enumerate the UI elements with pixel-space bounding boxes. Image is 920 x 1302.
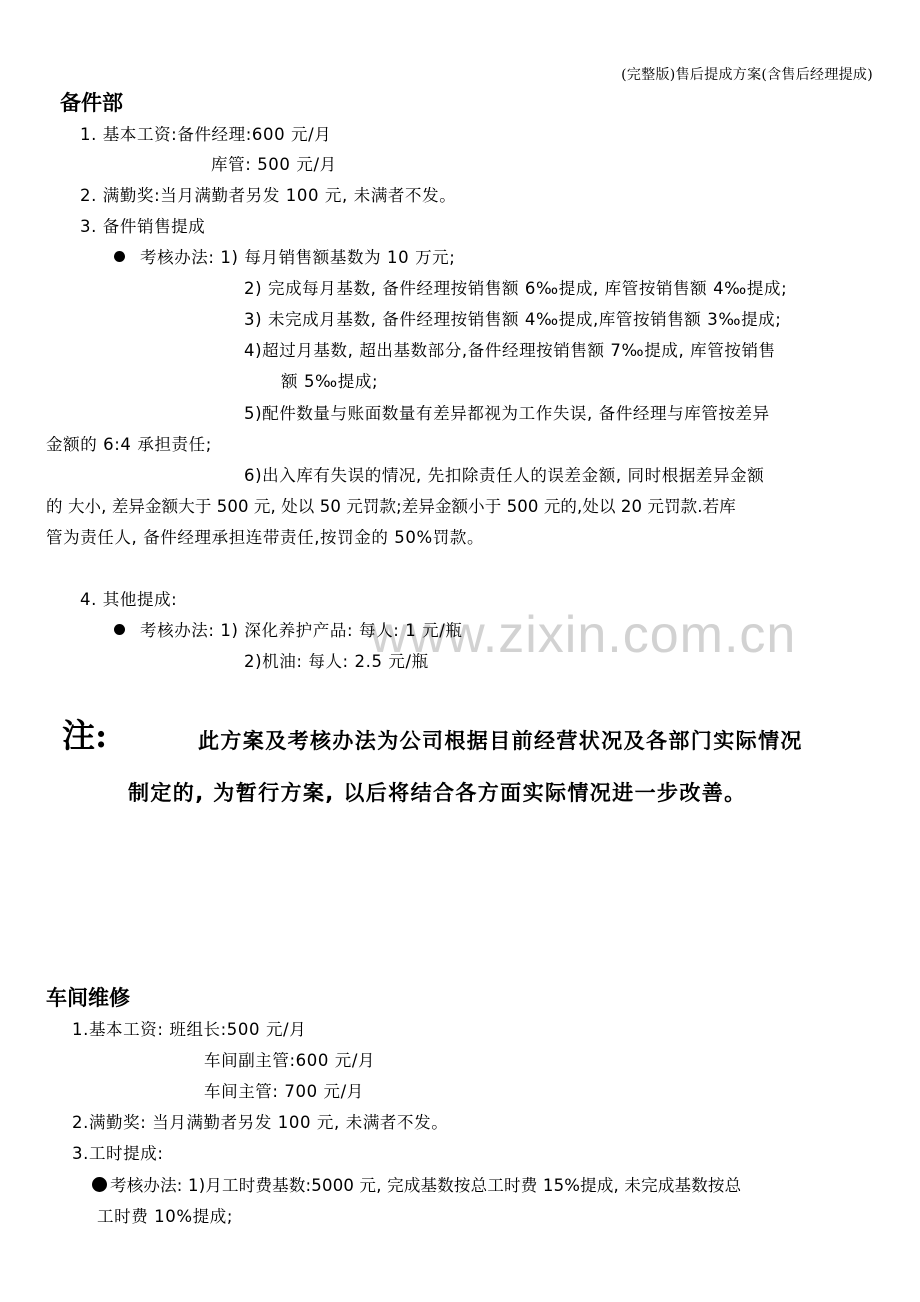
parts-assess-5a: 5)配件数量与账面数量有差异都视为工作失误, 备件经理与库管按差异 xyxy=(244,404,770,423)
watermark: www.zixin.com.cn xyxy=(370,606,797,664)
parts-item-1: 1. 基本工资:备件经理:600 元/月 xyxy=(80,125,332,144)
workshop-assess-1-text: 考核办法: 1)月工时费基数:5000 元, 完成基数按总工时费 15%提成, 未完成基数按总 xyxy=(110,1176,742,1195)
section-title-parts: 备件部 xyxy=(60,91,123,115)
parts-item-4: 4. 其他提成: xyxy=(80,590,178,609)
note-line-1: 此方案及考核办法为公司根据目前经营状况及各部门实际情况 xyxy=(198,729,803,753)
parts-assess-6c: 管为责任人, 备件经理承担连带责任,按罚金的 50%罚款。 xyxy=(46,528,485,547)
workshop-item-1-supervisor: 车间主管: 700 元/月 xyxy=(204,1082,364,1101)
parts-item-2: 2. 满勤奖:当月满勤者另发 100 元, 未满者不发。 xyxy=(80,186,457,205)
parts-assess-1-text: 考核办法: 1) 每月销售额基数为 10 万元; xyxy=(140,248,456,267)
parts-other-1-text: 考核办法: 1) 深化养护产品: 每人: 1 元/瓶 xyxy=(140,621,463,640)
workshop-item-1-deputy: 车间副主管:600 元/月 xyxy=(204,1051,376,1070)
parts-assess-5b: 金额的 6:4 承担责任; xyxy=(46,435,212,454)
note-label: 注: xyxy=(62,716,108,755)
parts-assess-3: 3) 未完成月基数, 备件经理按销售额 4‰提成,库管按销售额 3‰提成; xyxy=(244,310,782,329)
section-title-workshop: 车间维修 xyxy=(46,986,130,1010)
workshop-item-3: 3.工时提成: xyxy=(72,1144,164,1163)
parts-assess-4a: 4)超过月基数, 超出基数部分,备件经理按销售额 7‰提成, 库管按销售 xyxy=(244,341,776,360)
bullet-icon xyxy=(114,251,125,262)
workshop-item-1: 1.基本工资: 班组长:500 元/月 xyxy=(72,1020,307,1039)
parts-assess-1 xyxy=(114,247,455,269)
parts-item-3: 3. 备件销售提成 xyxy=(80,217,206,236)
workshop-item-2: 2.满勤奖: 当月满勤者另发 100 元, 未满者不发。 xyxy=(72,1113,449,1132)
parts-assess-6b: 的 大小, 差异金额大于 500 元, 处以 50 元罚款;差异金额小于 500 元的,处以 20 元罚款.若库 xyxy=(46,497,736,516)
document-header-title: (完整版)售后提成方案(含售后经理提成) xyxy=(621,67,873,83)
parts-assess-2: 2) 完成每月基数, 备件经理按销售额 6‰提成, 库管按销售额 4‰提成; xyxy=(244,279,788,298)
parts-assess-4b: 额 5‰提成; xyxy=(281,372,379,391)
note-line-2: 制定的, 为暂行方案, 以后将结合各方面实际情况进一步改善。 xyxy=(128,781,747,805)
parts-other-1 xyxy=(114,620,463,642)
bullet-icon xyxy=(114,624,125,635)
parts-other-2: 2)机油: 每人: 2.5 元/瓶 xyxy=(244,652,429,671)
workshop-assess-1 xyxy=(92,1175,741,1197)
bullet-icon xyxy=(92,1177,107,1192)
parts-item-1-storekeeper: 库管: 500 元/月 xyxy=(211,155,337,174)
workshop-assess-2: 工时费 10%提成; xyxy=(97,1207,233,1226)
parts-assess-6a: 6)出入库有失误的情况, 先扣除责任人的误差金额, 同时根据差异金额 xyxy=(244,466,765,485)
